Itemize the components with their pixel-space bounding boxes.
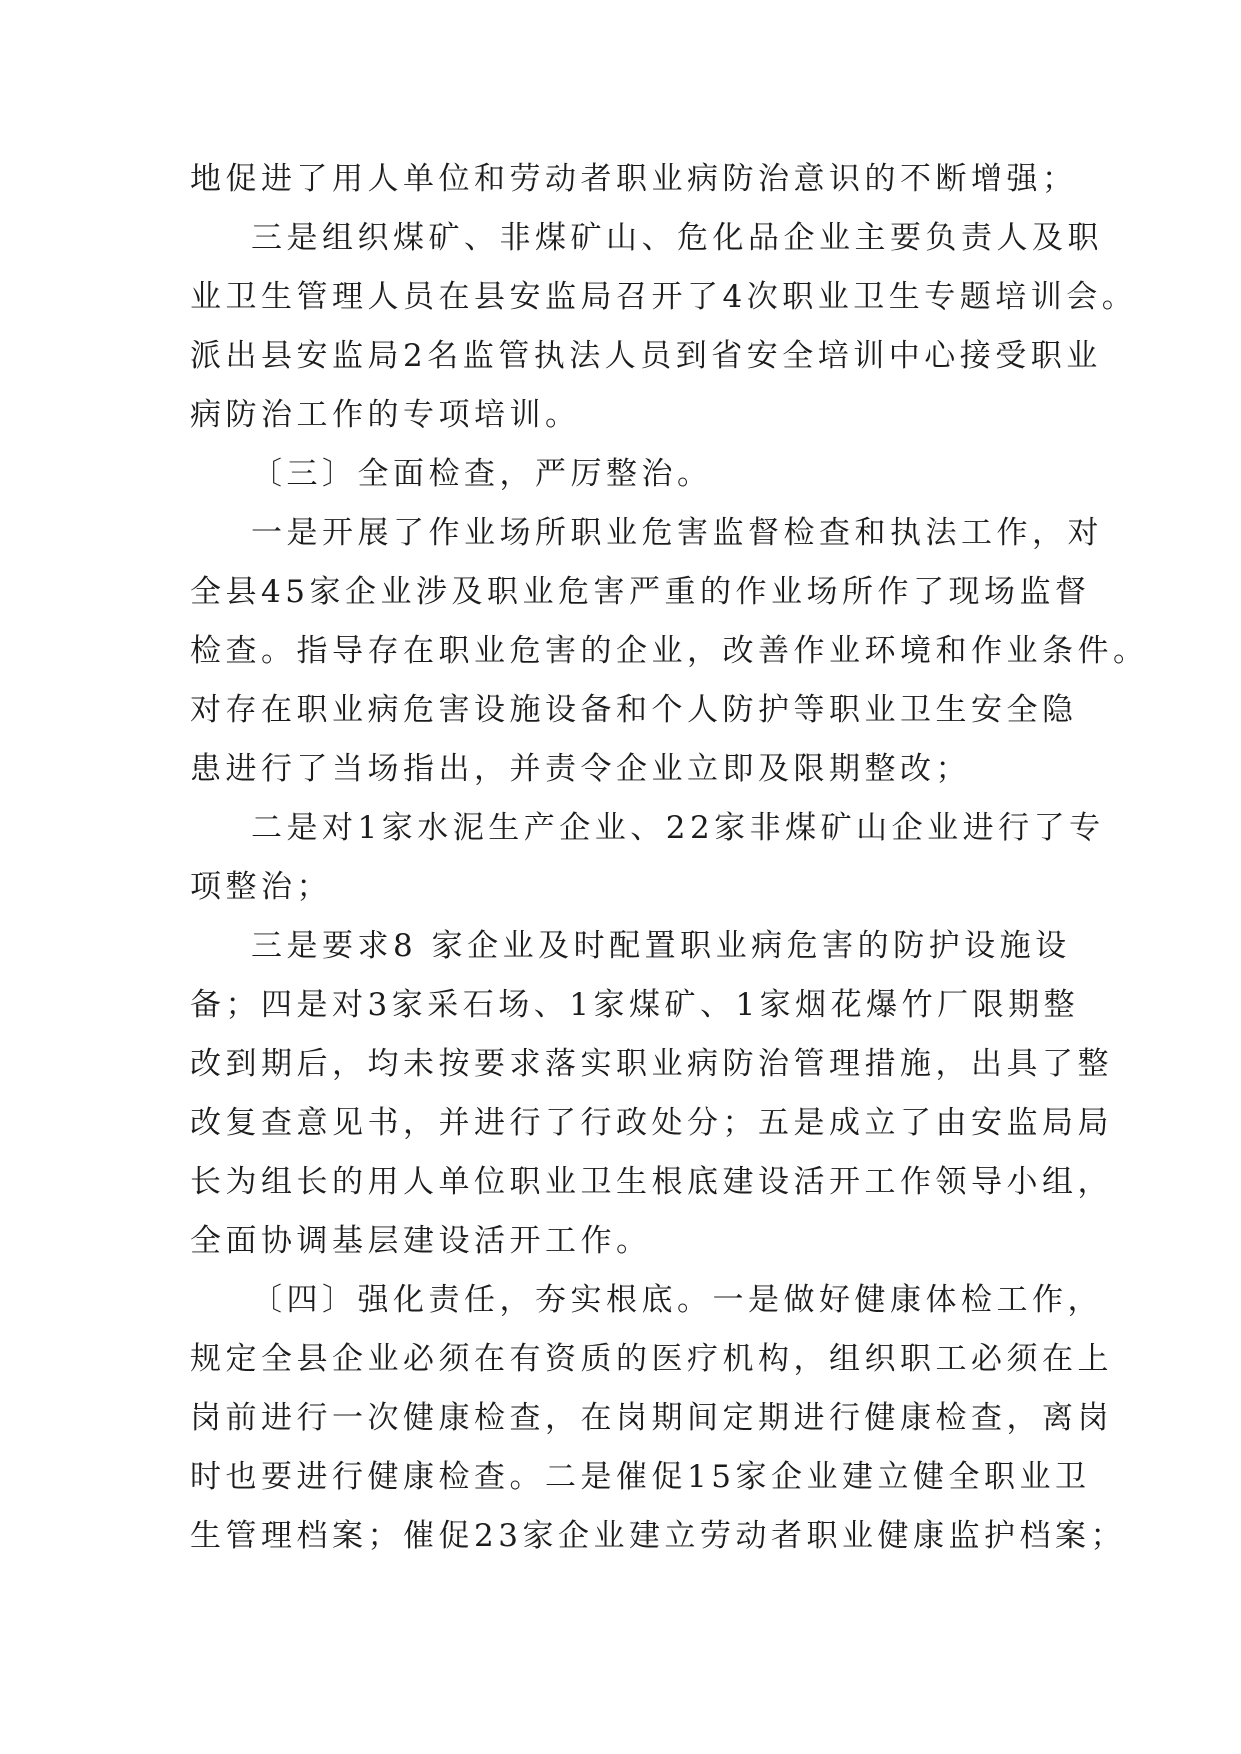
text-line: 三是要求8 家企业及时配置职业病危害的防护设施设 bbox=[251, 928, 1071, 964]
text-line: 岗前进行一次健康检查，在岗期间定期进行健康检查，离岗 bbox=[190, 1400, 1113, 1436]
text-line: 对存在职业病危害设施设备和个人防护等职业卫生安全隐 bbox=[190, 692, 1078, 728]
text-line: 项整治； bbox=[190, 869, 332, 905]
text-line: 改到期后，均未按要求落实职业病防治管理措施，出具了整 bbox=[190, 1046, 1113, 1082]
text-line: 全面协调基层建设活开工作。 bbox=[190, 1223, 652, 1259]
section-heading: 〔四〕强化责任，夯实根底。一是做好健康体检工作， bbox=[251, 1282, 1103, 1318]
text-line: 改复查意见书，并进行了行政处分；五是成立了由安监局局 bbox=[190, 1105, 1113, 1141]
text-line: 生管理档案；催促23家企业建立劳动者职业健康监护档案； bbox=[190, 1518, 1126, 1554]
text-line: 规定全县企业必须在有资质的医疗机构，组织职工必须在上 bbox=[190, 1341, 1113, 1377]
text-line: 三是组织煤矿、非煤矿山、危化品企业主要负责人及职 bbox=[251, 220, 1103, 256]
text-line: 业卫生管理人员在县安监局召开了4次职业卫生专题培训会。 bbox=[190, 279, 1138, 315]
text-line: 备；四是对3家采石场、1家煤矿、1家烟花爆竹厂限期整 bbox=[190, 987, 1080, 1023]
text-line: 一是开展了作业场所职业危害监督检查和执法工作，对 bbox=[251, 515, 1103, 551]
text-line: 检查。指导存在职业危害的企业，改善作业环境和作业条件。 bbox=[190, 633, 1149, 669]
text-line: 全县45家企业涉及职业危害严重的作业场所作了现场监督 bbox=[190, 574, 1091, 610]
section-heading: 〔三〕全面检查，严厉整治。 bbox=[251, 456, 713, 492]
text-line: 派出县安监局2名监管执法人员到省安全培训中心接受职业 bbox=[190, 338, 1102, 374]
text-line: 二是对1家水泥生产企业、22家非煤矿山企业进行了专 bbox=[251, 810, 1105, 846]
text-line: 地促进了用人单位和劳动者职业病防治意识的不断增强； bbox=[190, 161, 1078, 197]
text-line: 长为组长的用人单位职业卫生根底建设活开工作领导小组， bbox=[190, 1164, 1113, 1200]
text-line: 时也要进行健康检查。二是催促15家企业建立健全职业卫 bbox=[190, 1459, 1091, 1495]
text-line: 患进行了当场指出，并责令企业立即及限期整改； bbox=[190, 751, 971, 787]
text-line: 病防治工作的专项培训。 bbox=[190, 397, 581, 433]
